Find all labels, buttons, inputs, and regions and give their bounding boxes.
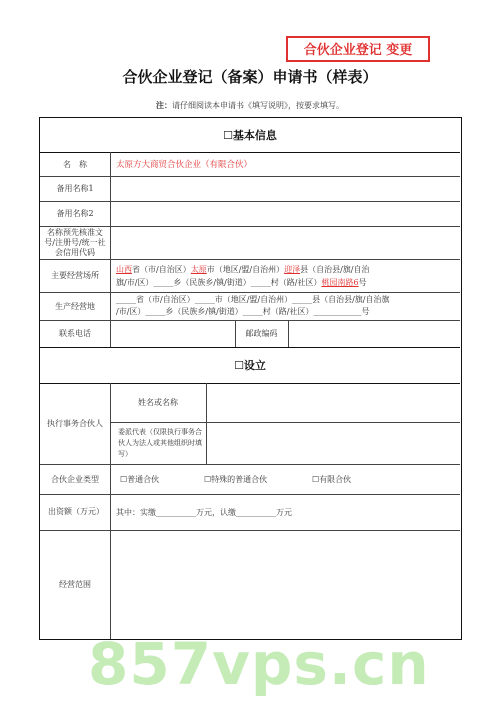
type-general-checkbox[interactable]: ☐普通合伙 (120, 474, 160, 484)
alt-name-2-label: 备用名称2 (56, 209, 94, 218)
phone-field[interactable] (116, 320, 231, 347)
postcode-label: 邮政编码 (245, 329, 278, 338)
preapproval-field[interactable] (116, 226, 456, 259)
phone-label: 联系电话 (59, 329, 91, 338)
main-place-label: 主要经营场所 (51, 271, 99, 280)
scope-label: 经营范围 (59, 579, 91, 589)
op-place-field[interactable]: _____省（市/自治区）_____市（地区/盟/自治州）_____县（自治县/旗/自治旗 /市/区）_____乡（民族乡/镇/街道）_____村（路/社区）____________号 (116, 295, 390, 316)
alt-name-2-field[interactable] (116, 201, 456, 226)
section-setup[interactable]: ☐设立 (234, 359, 266, 372)
alt-name-1-label: 备用名称1 (56, 184, 94, 193)
delegate-label: 委派代表（仅限执行事务合伙人为法人或其他组织时填写） (118, 427, 202, 458)
op-place-label: 生产经营地 (55, 301, 95, 311)
partner-name-label: 姓名或名称 (138, 398, 178, 407)
partner-name-field[interactable] (210, 383, 456, 422)
type-label: 合伙企业类型 (51, 474, 99, 484)
type-special-general-checkbox[interactable]: ☐特殊的普通合伙 (204, 474, 268, 484)
preapproval-label: 名称预先核准文号/注册号/统一社会信用代码 (44, 227, 106, 257)
section-basic-info[interactable]: ☐基本信息 (223, 129, 277, 142)
capital-label: 出资额（万元） (48, 507, 104, 516)
form-title: 合伙企业登记（备案）申请书（样表） (122, 68, 378, 86)
capital-field[interactable]: 其中：实缴__________万元，认缴__________万元 (116, 507, 292, 517)
partner-label: 执行事务合伙人 (47, 419, 103, 428)
type-limited-checkbox[interactable]: ☐有限合伙 (312, 474, 352, 484)
postcode-field[interactable] (292, 320, 457, 347)
alt-name-1-field[interactable] (116, 176, 456, 201)
application-form-table (39, 117, 462, 640)
delegate-field[interactable] (210, 422, 456, 464)
site-watermark: 857vps.cn (88, 630, 430, 698)
scope-field[interactable] (116, 530, 456, 638)
enterprise-name-value[interactable]: 太原方大商贸合伙企业（有限合伙） (116, 160, 253, 170)
instruction-note: 注：请仔细阅读本申请书《填写说明》，按要求填写。 (156, 100, 344, 110)
change-stamp: 合伙企业登记 变更 (286, 36, 430, 62)
main-place-field[interactable]: 山西省（市/自治区）太原市（地区/盟/自治州）迎泽县（自治县/旗/自治 旗/市/区）_____乡（民族乡/镇/街道）_____村（路/社区）桃园南路6号 (116, 265, 370, 287)
name-label: 名 称 (63, 159, 87, 169)
